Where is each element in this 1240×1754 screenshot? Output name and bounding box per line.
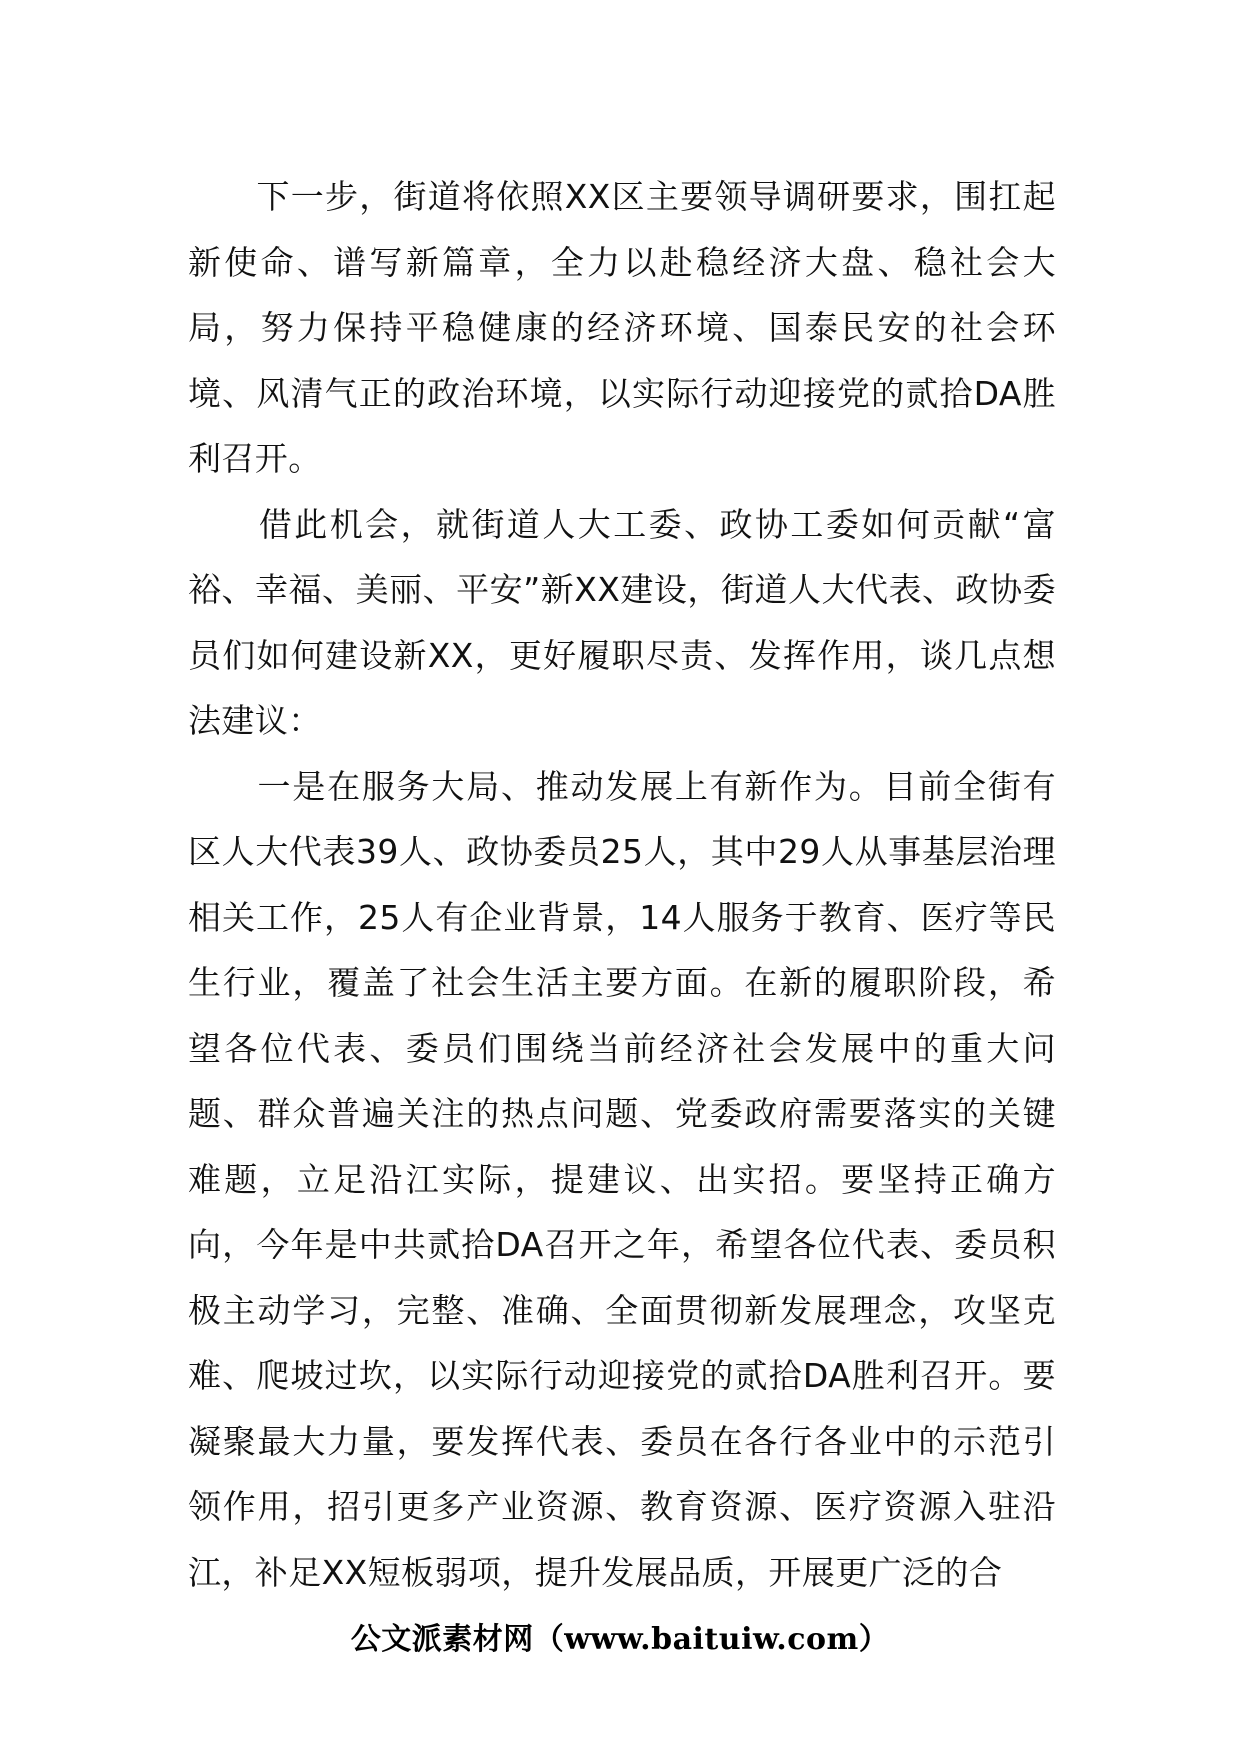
footer-watermark: 公文派素材网（www.baituiw.com） — [350, 1622, 890, 1657]
paragraph-suggestions-intro: 借此机会，就街道人大工委、政协工委如何贡献“富裕、幸福、美丽、平安”新XX建设，街道人大代表、政协委员们如何建设新XX，更好履职尽责、发挥作用，谈几点想法建议： — [188, 504, 1056, 740]
document-body — [188, 164, 1056, 1605]
paragraph-point-one: 一是在服务大局、推动发展上有新作为。目前全街有区人大代表39人、政协委员25人，其中29人从事基层治理相关工作，25人有企业背景，14人服务于教育、医疗等民生行业，覆盖了社会生活主要方面。在新的履职阶段，希望各位代表、委员们围绕当前经济社会发展中的重大问题、群众普遍关注的热点问题、党委政府需要落实的关键难题，立足沿江实际，提建议、出实招。要坚持正确方向，今年是中共贰拾DA召开之年，希望各位代表、委员积极主动学习，完整、准确、全面贯彻新发展理念，攻坚克难、爬坡过坎，以实际行动迎接党的贰拾DA胜利召开。要凝聚最大力量，要发挥代表、委员在各行各业中的示范引领作用，招引更多产业资源、教育资源、医疗资源入驻沿江，补足XX短板弱项，提升发展品质，开展更广泛的合 — [188, 766, 1056, 1592]
paragraph-next-steps: 下一步，街道将依照XX区主要领导调研要求，围扛起新使命、谱写新篇章，全力以赴稳经济大盘、稳社会大局，努力保持平稳健康的经济环境、国泰民安的社会环境、风清气正的政治环境，以实际行动迎接党的贰拾DA胜利召开。 — [188, 177, 1056, 478]
